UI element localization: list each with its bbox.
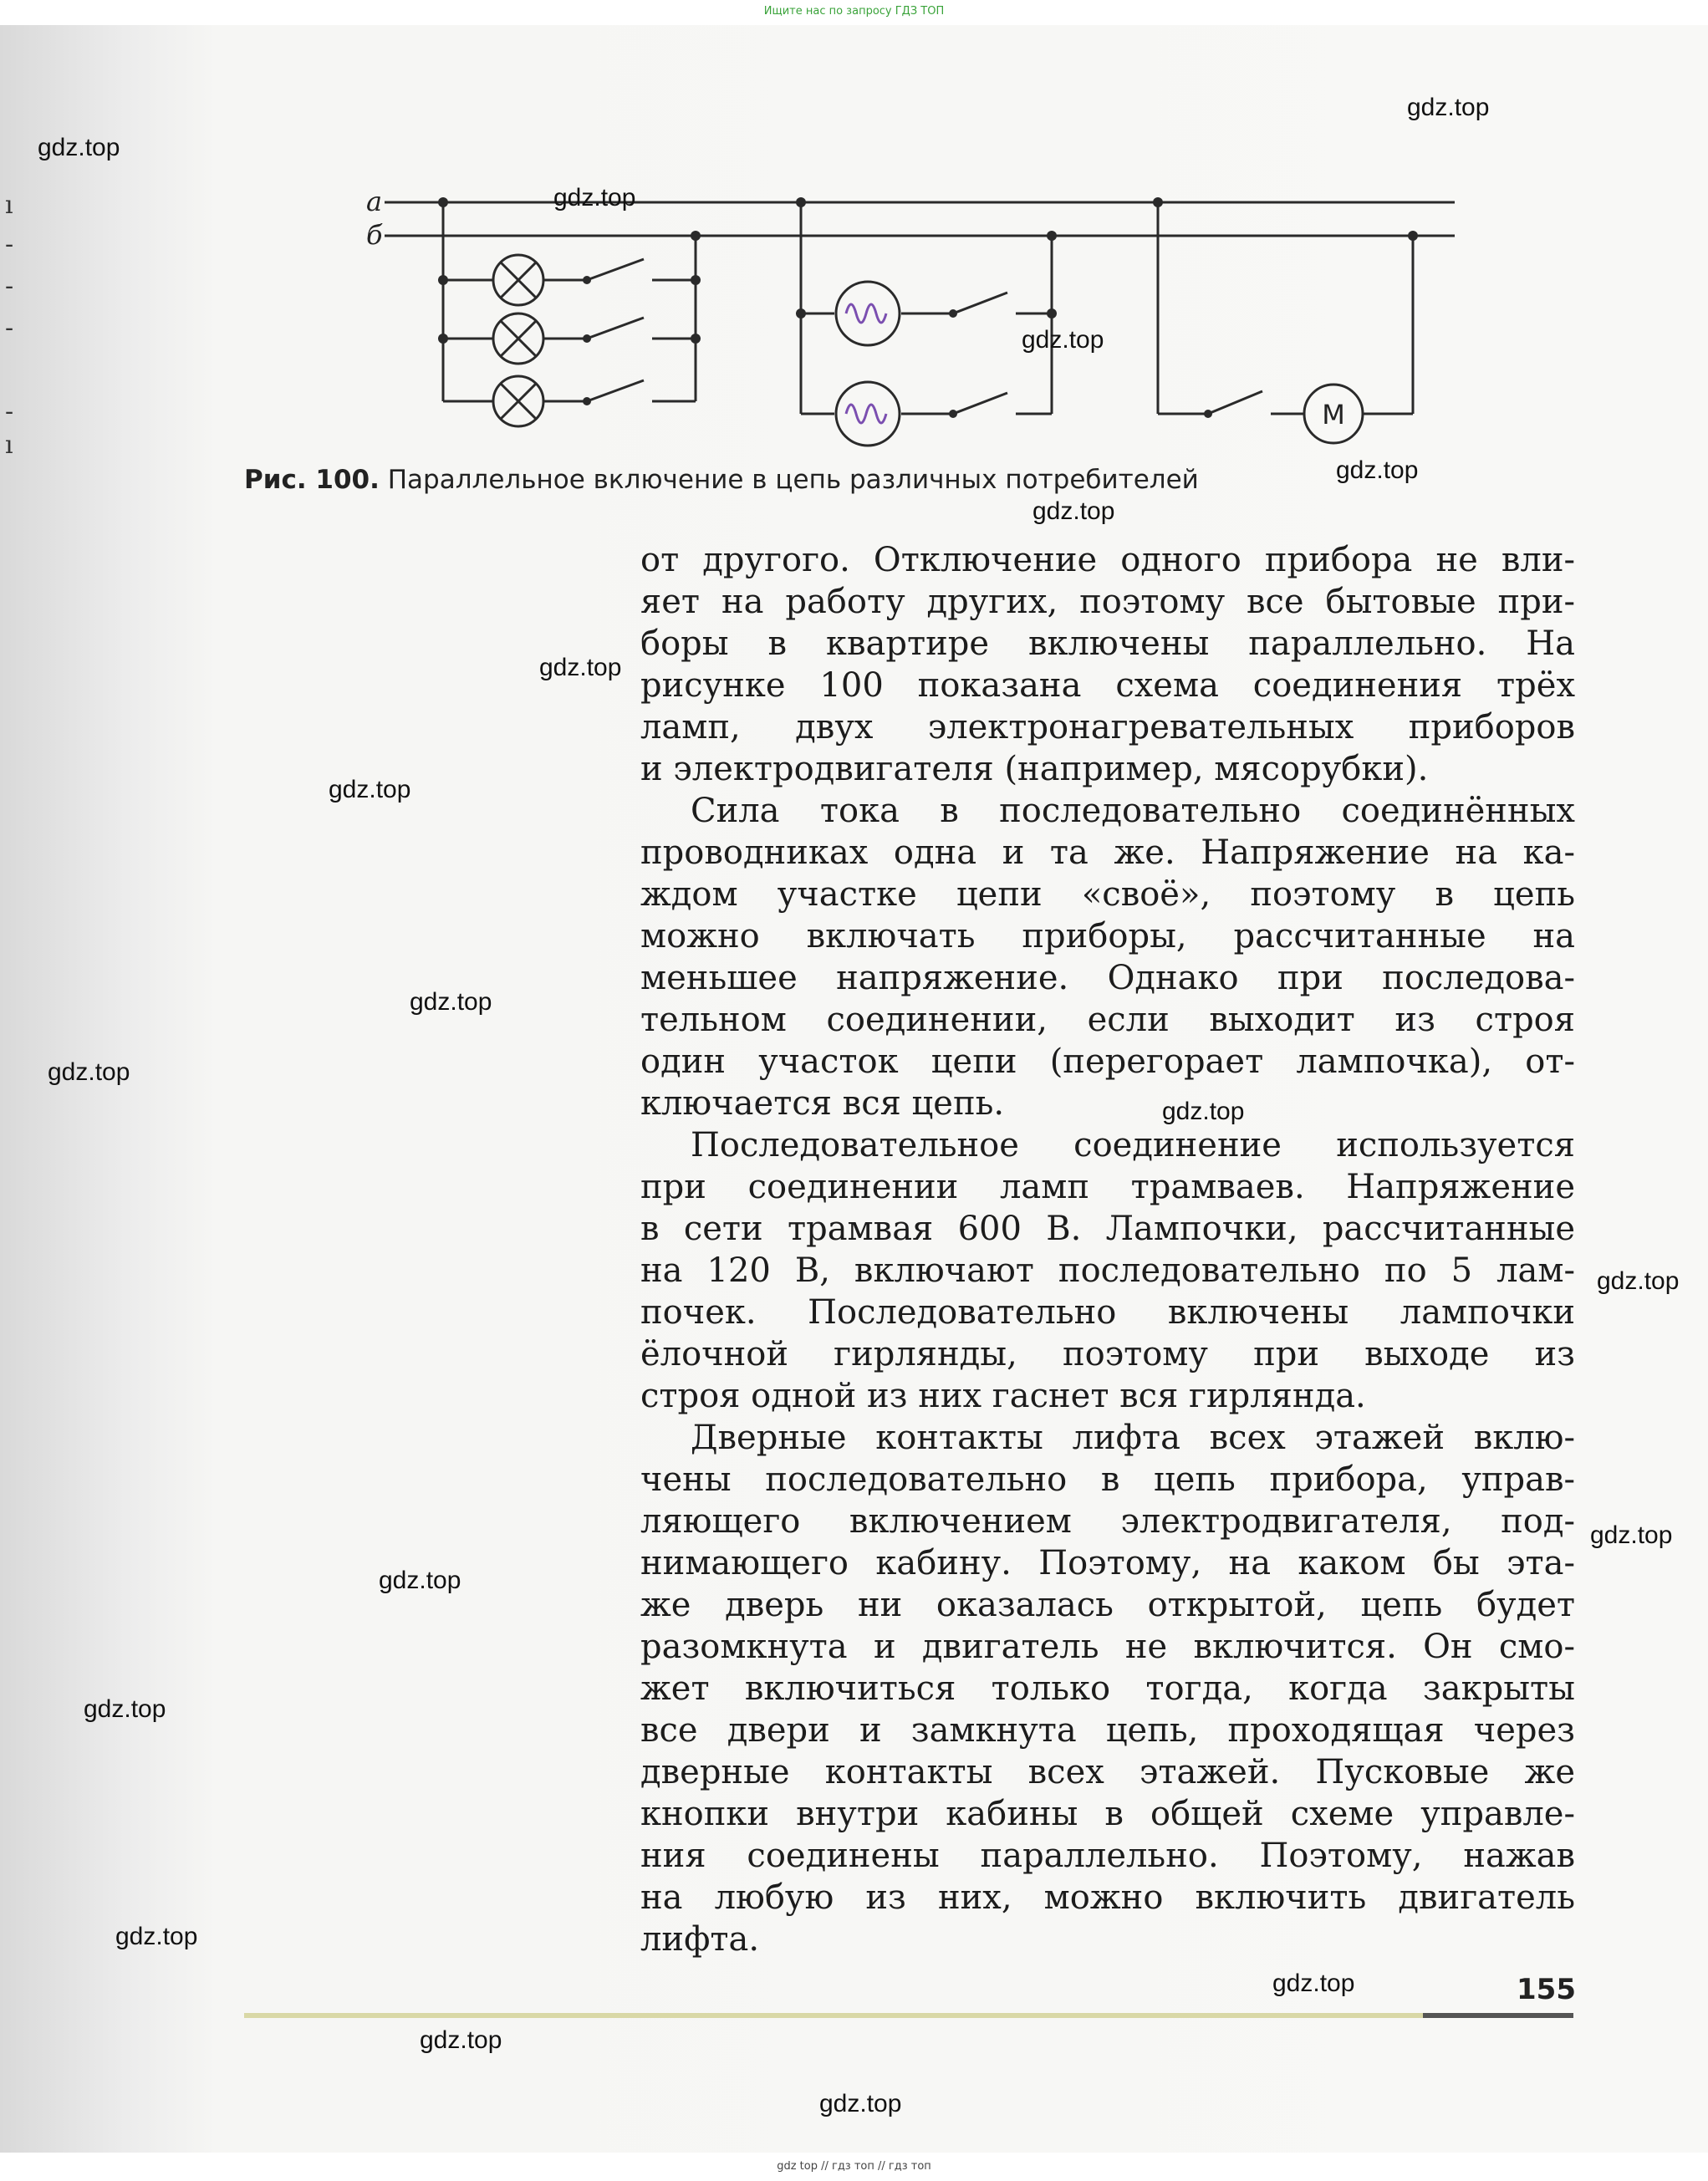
watermark: gdz.top [1032,497,1115,525]
text-line: и электродвигателя (например, мясорубки). [640,750,1429,788]
text-line: рисунке 100 показана схема соединения трёх [640,666,1575,705]
heater-1 [836,282,900,345]
watermark: gdz.top [1597,1267,1680,1295]
edge-mark: - [5,313,14,343]
watermark: gdz.top [329,776,411,803]
text-line: кнопки внутри кабины в общей схеме управле- [640,1795,1575,1833]
text-line: можно включать приборы, рассчитанные на [640,917,1575,955]
text-line: строя одной из них гаснет вся гирлянда. [640,1377,1366,1415]
text-line: разомкнута и двигатель не включится. Он смо- [640,1628,1575,1666]
text-line: чены последовательно в цепь прибора, управ- [640,1460,1575,1499]
watermark: gdz.top [819,2090,902,2117]
body-text [640,539,1575,1960]
watermark: gdz.top [38,134,120,161]
page-number: 155 [1517,1973,1576,2006]
text-line: жет включиться только тогда, когда закрыты [640,1669,1575,1708]
text-line: ния соединены параллельно. Поэтому, нажав [640,1837,1575,1875]
text-line: Последовательное соединение используется [691,1126,1575,1164]
watermark: gdz.top [410,988,492,1016]
edge-mark: - [5,230,14,259]
text-line: ключается вся цепь. [640,1084,1005,1123]
watermark: gdz.top [379,1567,461,1594]
watermark: gdz.top [539,654,622,681]
text-line: тельном соединении, если выходит из строя [640,1001,1575,1039]
text-line: на любую из них, можно включить двигатель [640,1878,1575,1917]
watermark: gdz.top [48,1058,130,1086]
watermark: gdz.top [1272,1970,1355,1997]
text-line: боры в квартире включены параллельно. На [640,624,1575,663]
header-note: Ищите нас по запросу ГДЗ ТОП [763,5,945,18]
text-line: нимающего кабину. Поэтому, на каком бы эта- [640,1544,1575,1582]
text-line: же дверь ни оказалась открытой, цепь будет [640,1586,1575,1624]
figure-caption [244,465,1331,495]
text-line: на 120 В, включают последовательно по 5 лам- [640,1251,1575,1290]
text-line: от другого. Отключение одного прибора не вли- [640,541,1575,579]
wire-label-a: а [366,186,383,217]
text-line: ляющего включением электродвигателя, под- [640,1502,1575,1541]
caption-text: Параллельное включение в цепь различных потребителей [379,465,1199,495]
circuit-diagram [351,176,1471,460]
watermark: gdz.top [553,184,636,211]
text-line: проводниках одна и та же. Напряжение на ка- [640,833,1575,872]
text-line: ждом участке цепи «своё», поэтому в цепь [640,875,1575,914]
text-line: Дверные контакты лифта всех этажей вклю- [691,1419,1575,1457]
text-line: один участок цепи (перегорает лампочка), от- [640,1042,1575,1081]
watermark: gdz.top [1407,94,1490,121]
heater-2 [836,382,900,446]
text-line: Сила тока в последовательно соединённых [691,792,1575,830]
text-line: дверные контакты всех этажей. Пусковые же [640,1753,1575,1791]
text-line: ёлочной гирлянды, поэтому при выходе из [640,1335,1575,1373]
text-line: яет на работу других, поэтому все бытовые при- [640,583,1575,621]
motor-label: M [1322,399,1345,431]
caption-label: Рис. 100. [244,465,380,495]
watermark: gdz.top [1162,1098,1245,1125]
text-line: все двери и замкнута цепь, проходящая через [640,1711,1575,1750]
watermark: gdz.top [1022,326,1104,354]
edge-mark: ı [5,431,13,460]
text-line: меньшее напряжение. Однако при последова- [640,959,1575,997]
text-line: лифта. [640,1920,760,1959]
watermark: gdz.top [115,1923,198,1950]
text-line: при соединении ламп трамваев. Напряжение [640,1168,1575,1206]
edge-mark: - [5,397,14,426]
watermark: gdz.top [84,1695,166,1723]
footer-note: gdz top // гдз топ // гдз топ [777,2160,931,2173]
watermark: gdz.top [1590,1521,1673,1549]
wire-label-b: б [366,219,383,251]
text-line: почек. Последовательно включены лампочки [640,1293,1575,1332]
edge-mark: - [5,272,14,301]
watermark: gdz.top [1336,456,1419,484]
text-line: в сети трамвая 600 В. Лампочки, рассчитанные [640,1210,1575,1248]
edge-mark: ı [5,191,13,220]
watermark: gdz.top [420,2026,502,2054]
footer-rule-dark [1423,2013,1573,2018]
footer-rule [244,2013,1423,2018]
text-line: ламп, двух электронагревательных приборов [640,708,1575,747]
